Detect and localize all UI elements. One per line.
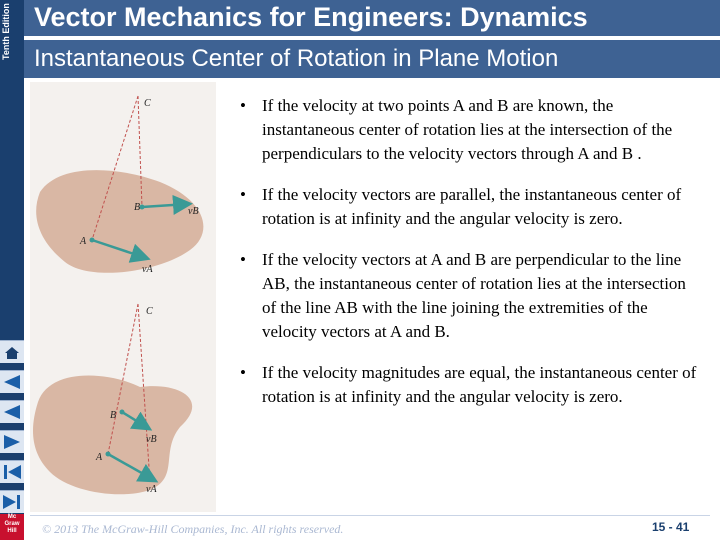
bullet-marker: • xyxy=(240,96,246,115)
label-va-top: vA xyxy=(142,264,153,275)
page-number: 15 - 41 xyxy=(652,520,690,534)
book-title: Vector Mechanics for Engineers: Dynamics xyxy=(34,2,588,32)
label-vb-top: vB xyxy=(188,206,199,217)
bullet-text: If the velocity magnitudes are equal, the instantaneous center of rotation is at infinity and the angular velocity is zero. xyxy=(262,363,697,406)
bullet-text: If the velocity at two points A and B are known, the instantaneous center of rotation lies at the intersection of the perpendiculars to the velocity vectors through A and B . xyxy=(262,96,673,163)
bullet-item xyxy=(238,183,702,231)
label-c-bottom: C xyxy=(146,306,153,317)
first-icon xyxy=(0,461,24,483)
bullet-marker: • xyxy=(240,363,246,382)
plane-motion-figure xyxy=(30,82,216,512)
bullet-list xyxy=(238,94,702,409)
bullet-marker: • xyxy=(240,250,246,269)
bullet-text: If the velocity vectors are parallel, the instantaneous center of rotation is at infinity and the angular velocity is zero. xyxy=(262,185,682,228)
bullet-marker: • xyxy=(240,185,246,204)
left-sidebar-strip xyxy=(0,0,24,540)
first-button[interactable] xyxy=(0,460,24,483)
slide-title: Instantaneous Center of Rotation in Plane Motion xyxy=(34,45,559,72)
label-c-top: C xyxy=(144,98,151,109)
next-icon xyxy=(0,431,24,453)
label-a-bottom: A xyxy=(96,452,103,463)
home-button[interactable] xyxy=(0,340,24,363)
slide-title-banner xyxy=(24,40,720,78)
previous-icon xyxy=(0,371,24,393)
back-icon xyxy=(0,401,24,423)
bullet-text: If the velocity vectors at A and B are perpendicular to the line AB, the instantaneous center of rotation lies at the intersection of the line AB with the line joining the extremities of the velocity vectors at A and B. xyxy=(262,250,686,341)
label-vb-bottom: vB xyxy=(146,434,157,445)
last-button[interactable] xyxy=(0,490,24,513)
next-button[interactable] xyxy=(0,430,24,453)
bullet-item xyxy=(238,94,702,166)
edition-label: Tenth Edition xyxy=(1,3,11,60)
last-icon xyxy=(0,491,24,513)
label-b-top: B xyxy=(134,202,141,213)
label-va-bottom: vA xyxy=(146,484,157,495)
bullet-item xyxy=(238,361,702,409)
back-button[interactable] xyxy=(0,400,24,423)
bullet-item xyxy=(238,248,702,344)
home-icon xyxy=(0,341,24,363)
book-title-banner xyxy=(24,0,720,36)
publisher-logo: Mc Graw Hill xyxy=(0,514,24,540)
label-a-top: A xyxy=(80,236,87,247)
copyright-notice: © 2013 The McGraw-Hill Companies, Inc. All rights reserved. xyxy=(42,522,344,536)
footer-divider xyxy=(30,515,710,516)
label-b-bottom: B xyxy=(110,410,117,421)
previous-button[interactable] xyxy=(0,370,24,393)
